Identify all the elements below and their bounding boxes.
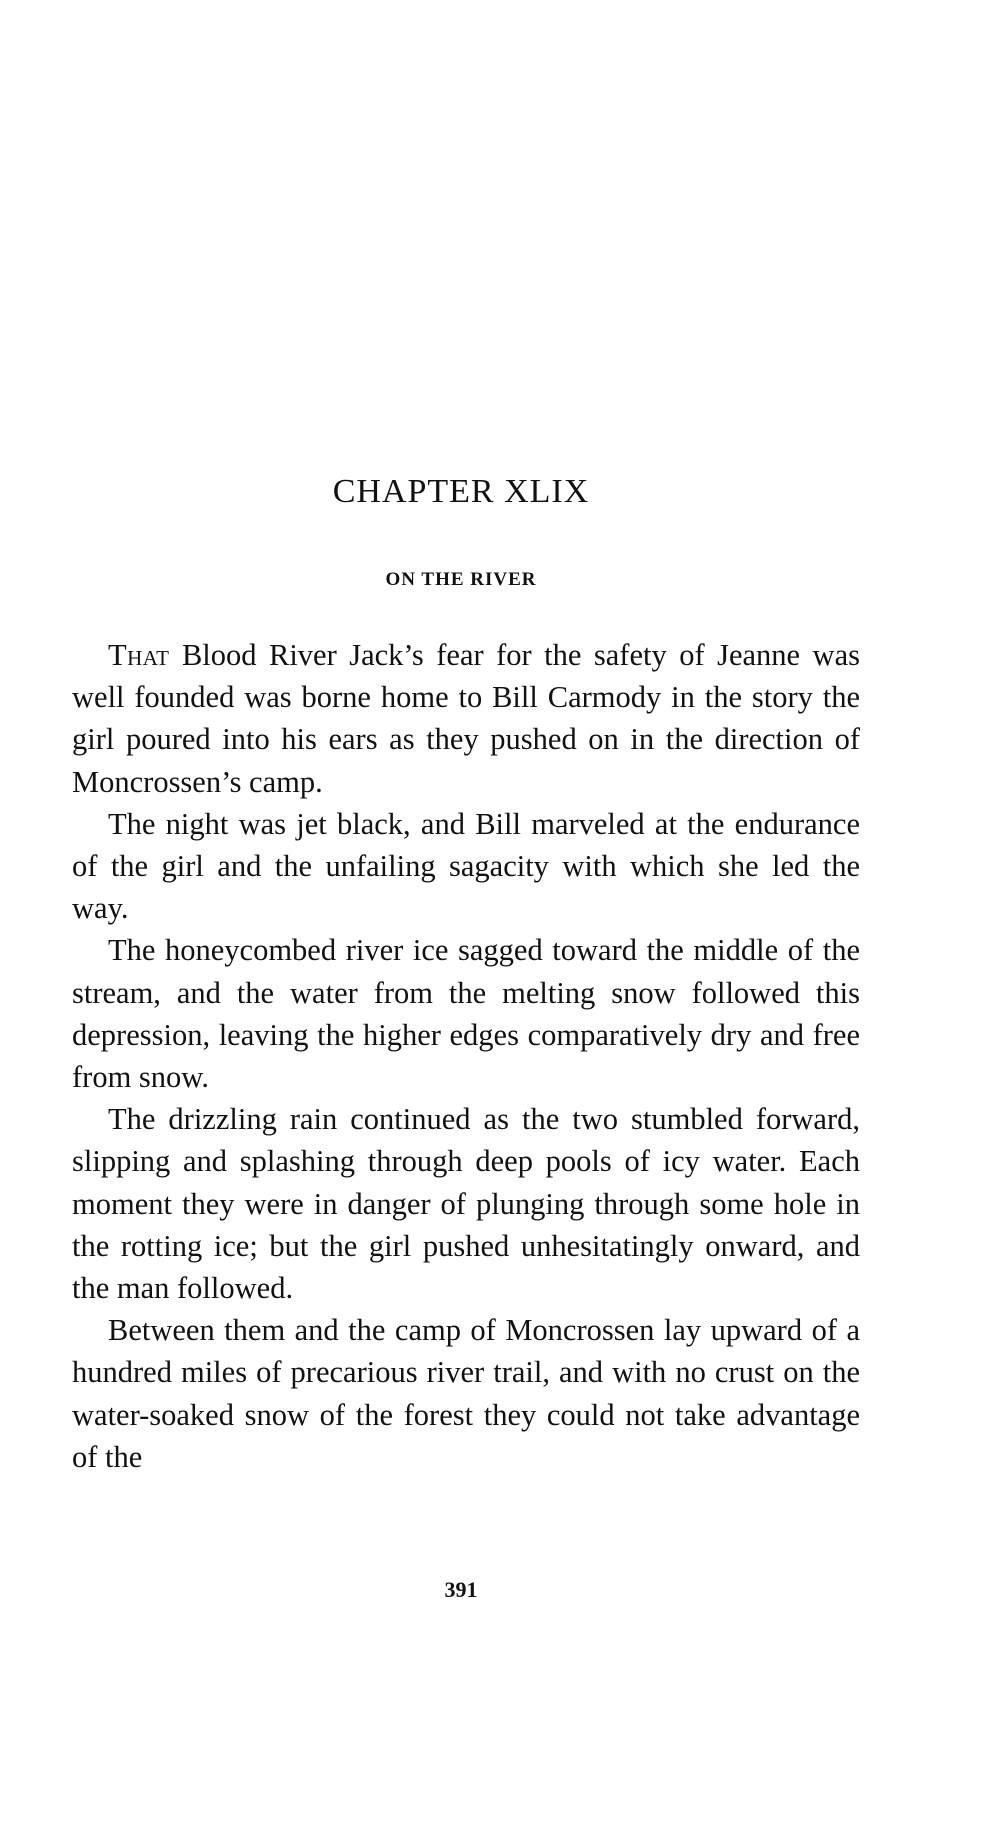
paragraph-1	[72, 634, 860, 803]
paragraph-lead-word: That	[108, 638, 170, 672]
chapter-title: CHAPTER XLIX	[332, 473, 590, 510]
paragraph-text: The honeycombed river ice sagged toward the middle of the stream, and the water from the melting snow followed this depression, leaving the higher edges comparatively dry and free from snow.	[72, 933, 860, 1095]
paragraph-2	[72, 803, 860, 930]
paragraph-4	[72, 1098, 860, 1309]
paragraph-text: Blood River Jack’s fear for the safety of Jeanne was well founded was borne home to Bill Carmody in the story the girl poured into his ears as they pushed on in the direction of Moncrossen’s camp.	[72, 638, 860, 799]
paragraph-5	[72, 1309, 860, 1478]
paragraph-text: The night was jet black, and Bill marveled at the endurance of the girl and the unfailing sagacity with which she led the way.	[72, 806, 860, 926]
paragraph-3	[72, 929, 860, 1098]
chapter-body	[72, 634, 860, 1478]
paragraph-text: Between them and the camp of Moncrossen lay upward of a hundred miles of precarious river trail, and with no crust on the water-soaked snow of the forest they could not take advantage of the	[72, 1313, 860, 1474]
page-number: 391	[444, 1577, 478, 1602]
chapter-subtitle: ON THE RIVER	[385, 569, 537, 590]
paragraph-text: The drizzling rain continued as the two stumbled forward, slipping and splashing through deep pools of icy water. Each moment they were in danger of plunging through some hole in the rotting ice; but the girl pushed unhesitatingly onward, and the man followed.	[72, 1102, 860, 1306]
